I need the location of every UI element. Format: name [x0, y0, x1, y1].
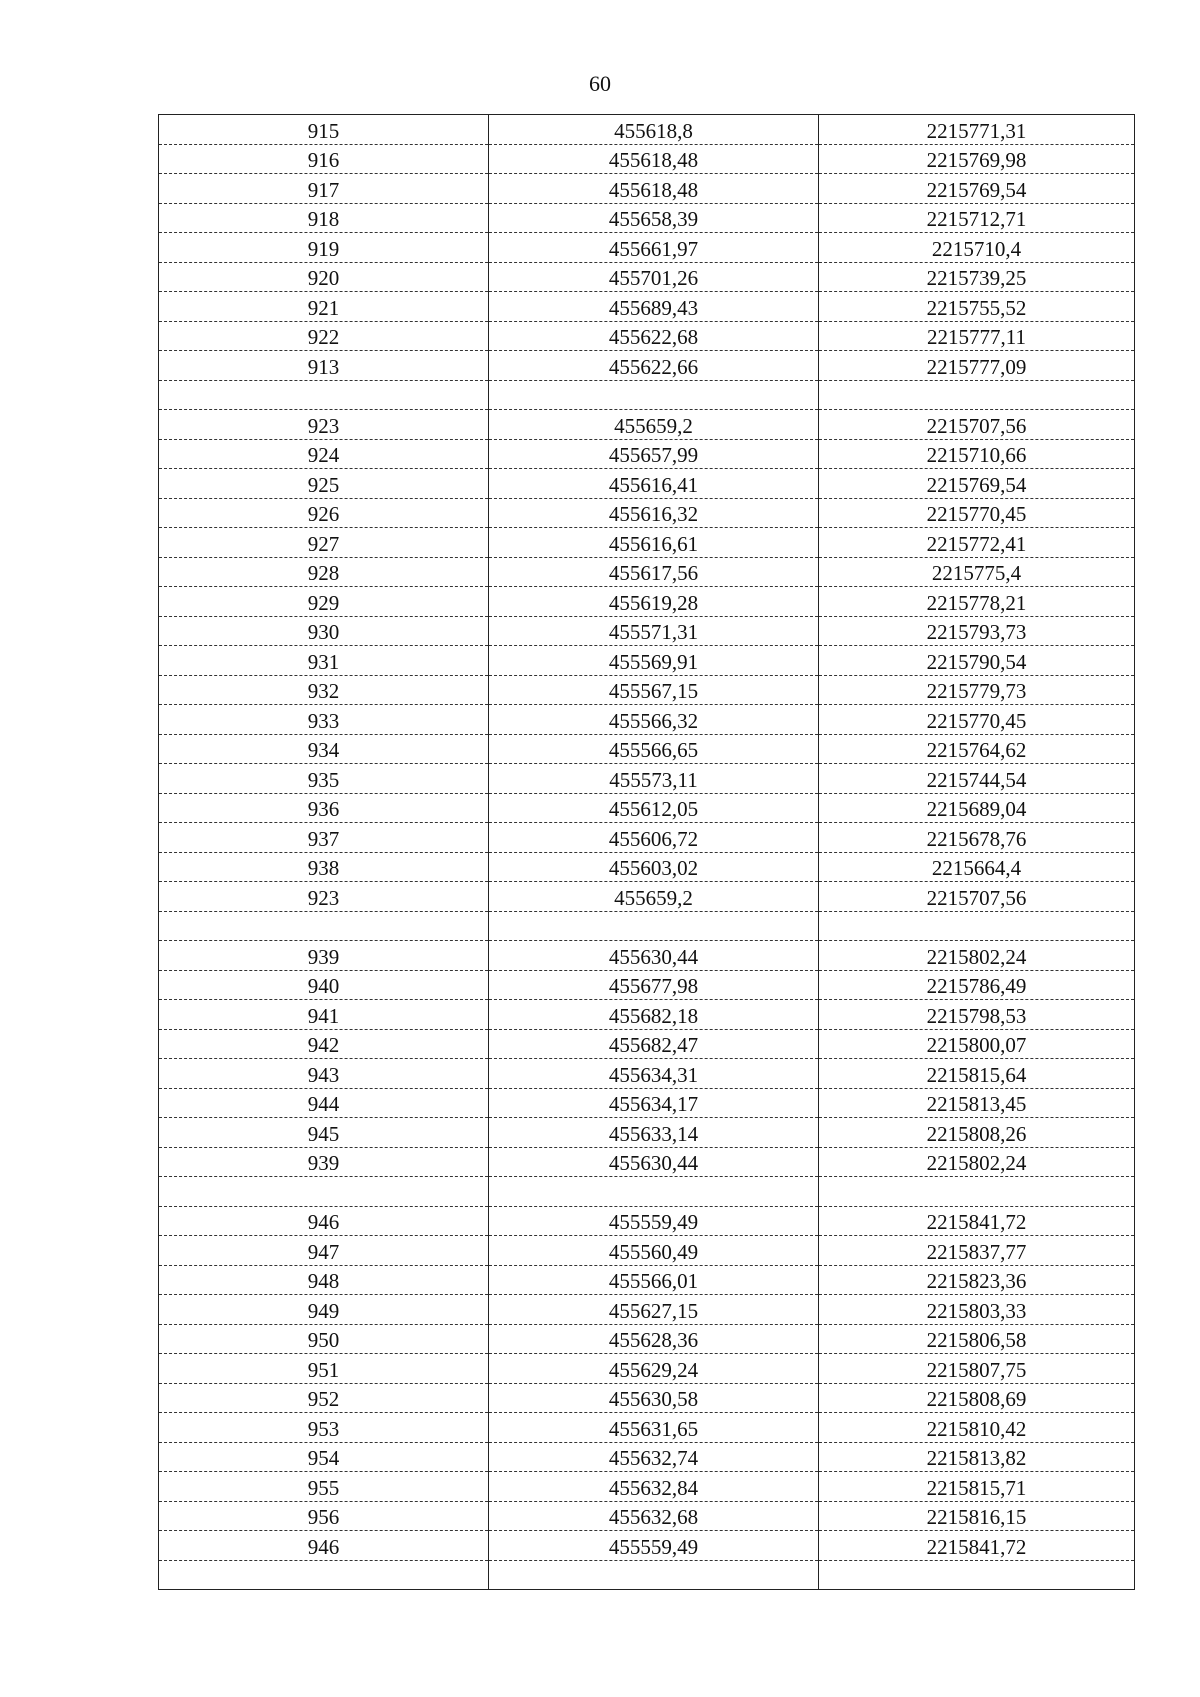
table-row	[159, 351, 1135, 381]
y-coordinate-cell: 2215841,72	[819, 1206, 1135, 1236]
point-number-cell: 921	[159, 292, 489, 322]
coordinates-table-body	[159, 115, 1135, 1590]
table-row	[159, 970, 1135, 1000]
x-coordinate-cell: 455661,97	[489, 233, 819, 263]
y-coordinate-cell: 2215775,4	[819, 557, 1135, 587]
table-row	[159, 882, 1135, 912]
x-coordinate-cell: 455603,02	[489, 852, 819, 882]
point-number-cell: 953	[159, 1413, 489, 1443]
point-number-cell	[159, 380, 489, 410]
point-number-cell: 928	[159, 557, 489, 587]
y-coordinate-cell: 2215798,53	[819, 1000, 1135, 1030]
y-coordinate-cell: 2215808,69	[819, 1383, 1135, 1413]
x-coordinate-cell: 455632,68	[489, 1501, 819, 1531]
point-number-cell: 934	[159, 734, 489, 764]
x-coordinate-cell: 455616,41	[489, 469, 819, 499]
point-number-cell: 945	[159, 1118, 489, 1148]
point-number-cell: 932	[159, 675, 489, 705]
x-coordinate-cell: 455632,84	[489, 1472, 819, 1502]
y-coordinate-cell: 2215806,58	[819, 1324, 1135, 1354]
y-coordinate-cell: 2215769,54	[819, 174, 1135, 204]
x-coordinate-cell: 455701,26	[489, 262, 819, 292]
table-row	[159, 823, 1135, 853]
table-row	[159, 1059, 1135, 1089]
point-number-cell: 916	[159, 144, 489, 174]
x-coordinate-cell: 455634,17	[489, 1088, 819, 1118]
y-coordinate-cell: 2215777,09	[819, 351, 1135, 381]
table-row	[159, 941, 1135, 971]
table-row	[159, 1265, 1135, 1295]
y-coordinate-cell: 2215770,45	[819, 705, 1135, 735]
point-number-cell: 943	[159, 1059, 489, 1089]
point-number-cell: 919	[159, 233, 489, 263]
y-coordinate-cell: 2215710,66	[819, 439, 1135, 469]
x-coordinate-cell: 455566,65	[489, 734, 819, 764]
y-coordinate-cell	[819, 380, 1135, 410]
x-coordinate-cell: 455567,15	[489, 675, 819, 705]
x-coordinate-cell: 455606,72	[489, 823, 819, 853]
x-coordinate-cell: 455573,11	[489, 764, 819, 794]
y-coordinate-cell: 2215744,54	[819, 764, 1135, 794]
table-row	[159, 528, 1135, 558]
table-row	[159, 587, 1135, 617]
coordinates-table	[158, 114, 1135, 1590]
y-coordinate-cell: 2215707,56	[819, 410, 1135, 440]
table-row	[159, 439, 1135, 469]
x-coordinate-cell: 455612,05	[489, 793, 819, 823]
table-row	[159, 321, 1135, 351]
y-coordinate-cell: 2215770,45	[819, 498, 1135, 528]
table-row-empty	[159, 1560, 1135, 1590]
table-row	[159, 1147, 1135, 1177]
y-coordinate-cell: 2215764,62	[819, 734, 1135, 764]
table-row	[159, 734, 1135, 764]
y-coordinate-cell: 2215778,21	[819, 587, 1135, 617]
table-row	[159, 1472, 1135, 1502]
y-coordinate-cell: 2215813,82	[819, 1442, 1135, 1472]
table-row	[159, 262, 1135, 292]
x-coordinate-cell: 455618,48	[489, 144, 819, 174]
x-coordinate-cell: 455659,2	[489, 410, 819, 440]
y-coordinate-cell: 2215772,41	[819, 528, 1135, 558]
x-coordinate-cell: 455631,65	[489, 1413, 819, 1443]
point-number-cell: 935	[159, 764, 489, 794]
table-row	[159, 233, 1135, 263]
table-row	[159, 1354, 1135, 1384]
table-row	[159, 469, 1135, 499]
table-row	[159, 675, 1135, 705]
table-row	[159, 174, 1135, 204]
point-number-cell: 942	[159, 1029, 489, 1059]
table-row	[159, 498, 1135, 528]
y-coordinate-cell: 2215807,75	[819, 1354, 1135, 1384]
point-number-cell: 941	[159, 1000, 489, 1030]
y-coordinate-cell: 2215810,42	[819, 1413, 1135, 1443]
point-number-cell: 924	[159, 439, 489, 469]
table-row	[159, 616, 1135, 646]
point-number-cell: 940	[159, 970, 489, 1000]
table-row	[159, 646, 1135, 676]
y-coordinate-cell	[819, 911, 1135, 941]
point-number-cell: 952	[159, 1383, 489, 1413]
point-number-cell: 920	[159, 262, 489, 292]
x-coordinate-cell: 455616,61	[489, 528, 819, 558]
point-number-cell	[159, 1560, 489, 1590]
x-coordinate-cell: 455618,48	[489, 174, 819, 204]
point-number-cell: 923	[159, 882, 489, 912]
point-number-cell: 949	[159, 1295, 489, 1325]
y-coordinate-cell: 2215769,98	[819, 144, 1135, 174]
y-coordinate-cell: 2215790,54	[819, 646, 1135, 676]
page-number: 60	[589, 71, 611, 96]
table-row	[159, 1413, 1135, 1443]
point-number-cell: 946	[159, 1531, 489, 1561]
y-coordinate-cell: 2215710,4	[819, 233, 1135, 263]
point-number-cell: 933	[159, 705, 489, 735]
y-coordinate-cell: 2215837,77	[819, 1236, 1135, 1266]
point-number-cell: 955	[159, 1472, 489, 1502]
point-number-cell: 948	[159, 1265, 489, 1295]
x-coordinate-cell: 455569,91	[489, 646, 819, 676]
x-coordinate-cell: 455629,24	[489, 1354, 819, 1384]
point-number-cell: 938	[159, 852, 489, 882]
x-coordinate-cell: 455622,68	[489, 321, 819, 351]
y-coordinate-cell: 2215793,73	[819, 616, 1135, 646]
y-coordinate-cell: 2215779,73	[819, 675, 1135, 705]
point-number-cell: 913	[159, 351, 489, 381]
table-row	[159, 1000, 1135, 1030]
y-coordinate-cell: 2215689,04	[819, 793, 1135, 823]
point-number-cell: 927	[159, 528, 489, 558]
point-number-cell: 939	[159, 1147, 489, 1177]
point-number-cell: 956	[159, 1501, 489, 1531]
point-number-cell: 922	[159, 321, 489, 351]
x-coordinate-cell: 455559,49	[489, 1531, 819, 1561]
y-coordinate-cell: 2215712,71	[819, 203, 1135, 233]
x-coordinate-cell: 455630,58	[489, 1383, 819, 1413]
table-row	[159, 852, 1135, 882]
table-row	[159, 410, 1135, 440]
y-coordinate-cell	[819, 1560, 1135, 1590]
x-coordinate-cell: 455619,28	[489, 587, 819, 617]
x-coordinate-cell: 455616,32	[489, 498, 819, 528]
point-number-cell: 937	[159, 823, 489, 853]
x-coordinate-cell: 455630,44	[489, 941, 819, 971]
point-number-cell: 918	[159, 203, 489, 233]
point-number-cell: 926	[159, 498, 489, 528]
y-coordinate-cell: 2215841,72	[819, 1531, 1135, 1561]
x-coordinate-cell	[489, 380, 819, 410]
y-coordinate-cell: 2215664,4	[819, 852, 1135, 882]
point-number-cell	[159, 911, 489, 941]
x-coordinate-cell	[489, 1177, 819, 1207]
point-number-cell: 954	[159, 1442, 489, 1472]
point-number-cell: 915	[159, 115, 489, 145]
y-coordinate-cell: 2215813,45	[819, 1088, 1135, 1118]
table-row	[159, 764, 1135, 794]
table-row	[159, 1501, 1135, 1531]
y-coordinate-cell	[819, 1177, 1135, 1207]
y-coordinate-cell: 2215777,11	[819, 321, 1135, 351]
point-number-cell	[159, 1177, 489, 1207]
y-coordinate-cell: 2215815,71	[819, 1472, 1135, 1502]
point-number-cell: 944	[159, 1088, 489, 1118]
table-row	[159, 1088, 1135, 1118]
y-coordinate-cell: 2215800,07	[819, 1029, 1135, 1059]
x-coordinate-cell: 455622,66	[489, 351, 819, 381]
point-number-cell: 939	[159, 941, 489, 971]
point-number-cell: 923	[159, 410, 489, 440]
table-row	[159, 793, 1135, 823]
x-coordinate-cell: 455677,98	[489, 970, 819, 1000]
point-number-cell: 929	[159, 587, 489, 617]
y-coordinate-cell: 2215815,64	[819, 1059, 1135, 1089]
y-coordinate-cell: 2215771,31	[819, 115, 1135, 145]
table-row	[159, 1118, 1135, 1148]
table-row	[159, 705, 1135, 735]
point-number-cell: 936	[159, 793, 489, 823]
y-coordinate-cell: 2215803,33	[819, 1295, 1135, 1325]
y-coordinate-cell: 2215769,54	[819, 469, 1135, 499]
x-coordinate-cell: 455566,01	[489, 1265, 819, 1295]
table-row	[159, 1295, 1135, 1325]
table-row	[159, 203, 1135, 233]
x-coordinate-cell: 455658,39	[489, 203, 819, 233]
x-coordinate-cell: 455618,8	[489, 115, 819, 145]
table-row	[159, 1442, 1135, 1472]
x-coordinate-cell: 455682,47	[489, 1029, 819, 1059]
x-coordinate-cell: 455617,56	[489, 557, 819, 587]
y-coordinate-cell: 2215786,49	[819, 970, 1135, 1000]
point-number-cell: 930	[159, 616, 489, 646]
table-row	[159, 115, 1135, 145]
x-coordinate-cell: 455559,49	[489, 1206, 819, 1236]
table-row	[159, 1236, 1135, 1266]
table-row	[159, 1206, 1135, 1236]
x-coordinate-cell: 455628,36	[489, 1324, 819, 1354]
x-coordinate-cell: 455566,32	[489, 705, 819, 735]
x-coordinate-cell: 455659,2	[489, 882, 819, 912]
y-coordinate-cell: 2215707,56	[819, 882, 1135, 912]
x-coordinate-cell: 455633,14	[489, 1118, 819, 1148]
point-number-cell: 946	[159, 1206, 489, 1236]
point-number-cell: 925	[159, 469, 489, 499]
x-coordinate-cell: 455630,44	[489, 1147, 819, 1177]
table-row	[159, 1531, 1135, 1561]
table-row	[159, 1324, 1135, 1354]
y-coordinate-cell: 2215808,26	[819, 1118, 1135, 1148]
x-coordinate-cell	[489, 911, 819, 941]
table-row-empty	[159, 380, 1135, 410]
y-coordinate-cell: 2215823,36	[819, 1265, 1135, 1295]
y-coordinate-cell: 2215802,24	[819, 941, 1135, 971]
x-coordinate-cell: 455689,43	[489, 292, 819, 322]
table-row	[159, 292, 1135, 322]
table-row	[159, 1029, 1135, 1059]
x-coordinate-cell: 455632,74	[489, 1442, 819, 1472]
x-coordinate-cell: 455682,18	[489, 1000, 819, 1030]
point-number-cell: 950	[159, 1324, 489, 1354]
table-row-empty	[159, 1177, 1135, 1207]
x-coordinate-cell: 455571,31	[489, 616, 819, 646]
table-row	[159, 557, 1135, 587]
y-coordinate-cell: 2215678,76	[819, 823, 1135, 853]
x-coordinate-cell: 455560,49	[489, 1236, 819, 1266]
x-coordinate-cell: 455657,99	[489, 439, 819, 469]
table-row-empty	[159, 911, 1135, 941]
x-coordinate-cell: 455634,31	[489, 1059, 819, 1089]
x-coordinate-cell	[489, 1560, 819, 1590]
y-coordinate-cell: 2215816,15	[819, 1501, 1135, 1531]
point-number-cell: 951	[159, 1354, 489, 1384]
table-row	[159, 1383, 1135, 1413]
y-coordinate-cell: 2215739,25	[819, 262, 1135, 292]
y-coordinate-cell: 2215755,52	[819, 292, 1135, 322]
point-number-cell: 917	[159, 174, 489, 204]
x-coordinate-cell: 455627,15	[489, 1295, 819, 1325]
table-row	[159, 144, 1135, 174]
point-number-cell: 931	[159, 646, 489, 676]
y-coordinate-cell: 2215802,24	[819, 1147, 1135, 1177]
point-number-cell: 947	[159, 1236, 489, 1266]
